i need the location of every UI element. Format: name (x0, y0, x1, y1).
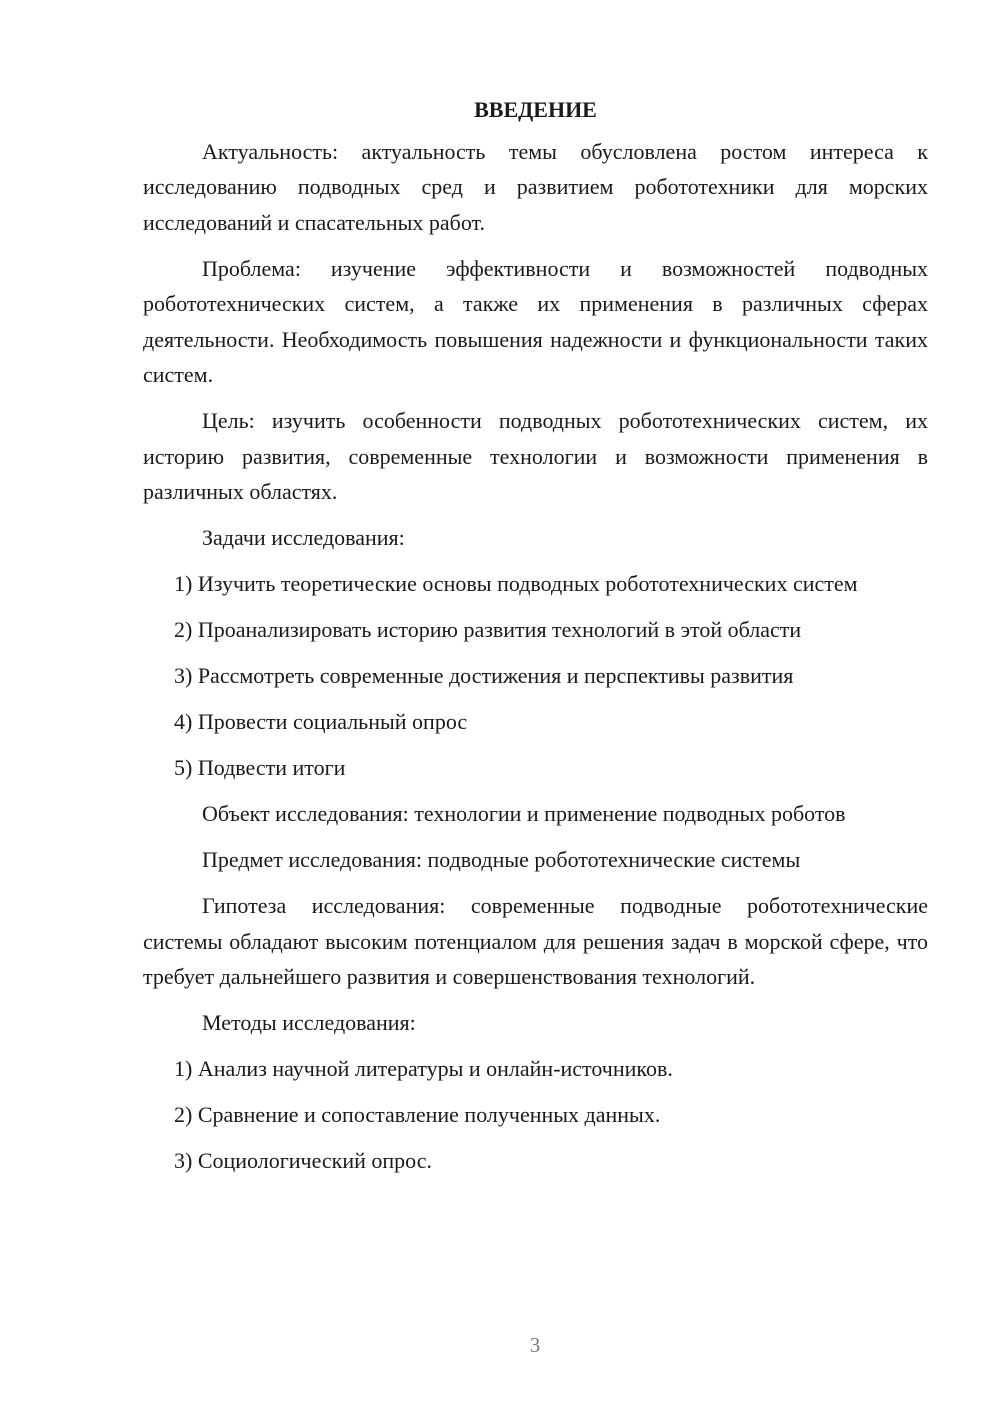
paragraph-hypothesis: Гипотеза исследования: современные подводные робототехнические системы обладают высоким потенциалом для решения задач в морской сфере, что требует дальнейшего развития и совершенствования технологий. (143, 893, 928, 989)
paragraph-subject: Предмет исследования: подводные робототехнические системы (202, 847, 801, 872)
list-item: 2) Проанализировать историю развития технологий в этой области (174, 617, 802, 642)
list-item: 5) Подвести итоги (174, 755, 346, 780)
list-item: 1) Изучить теоретические основы подводных робототехнических систем (174, 571, 858, 596)
list-item: 3) Рассмотреть современные достижения и перспективы развития (174, 663, 794, 688)
list-item: 3) Социологический опрос. (174, 1148, 432, 1173)
page-number: 3 (529, 1333, 541, 1357)
paragraph-tasks-heading: Задачи исследования: (202, 525, 405, 550)
paragraph-problem: Проблема: изучение эффективности и возможностей подводных робототехнических систем, а также их применения в различных сферах деятельности. Необходимость повышения надежности и функциональности таких систем. (143, 255, 928, 387)
list-item: 1) Анализ научной литературы и онлайн-источников. (174, 1056, 673, 1081)
section-title: ВВЕДЕНИЕ (474, 97, 597, 122)
list-item: 2) Сравнение и сопоставление полученных данных. (174, 1102, 661, 1127)
paragraph-goal: Цель: изучить особенности подводных робототехнических систем, их историю развития, современные технологии и возможности применения в различных областях. (143, 408, 928, 504)
document-page (143, 92, 928, 1189)
paragraph-relevance: Актуальность: актуальность темы обусловлена ростом интереса к исследованию подводных сред и развитием робототехники для морских исследований и спасательных работ. (143, 138, 928, 235)
paragraph-methods-heading: Методы исследования: (202, 1010, 416, 1035)
paragraph-object: Объект исследования: технологии и применение подводных роботов (202, 801, 846, 826)
list-item: 4) Провести социальный опрос (174, 709, 468, 734)
